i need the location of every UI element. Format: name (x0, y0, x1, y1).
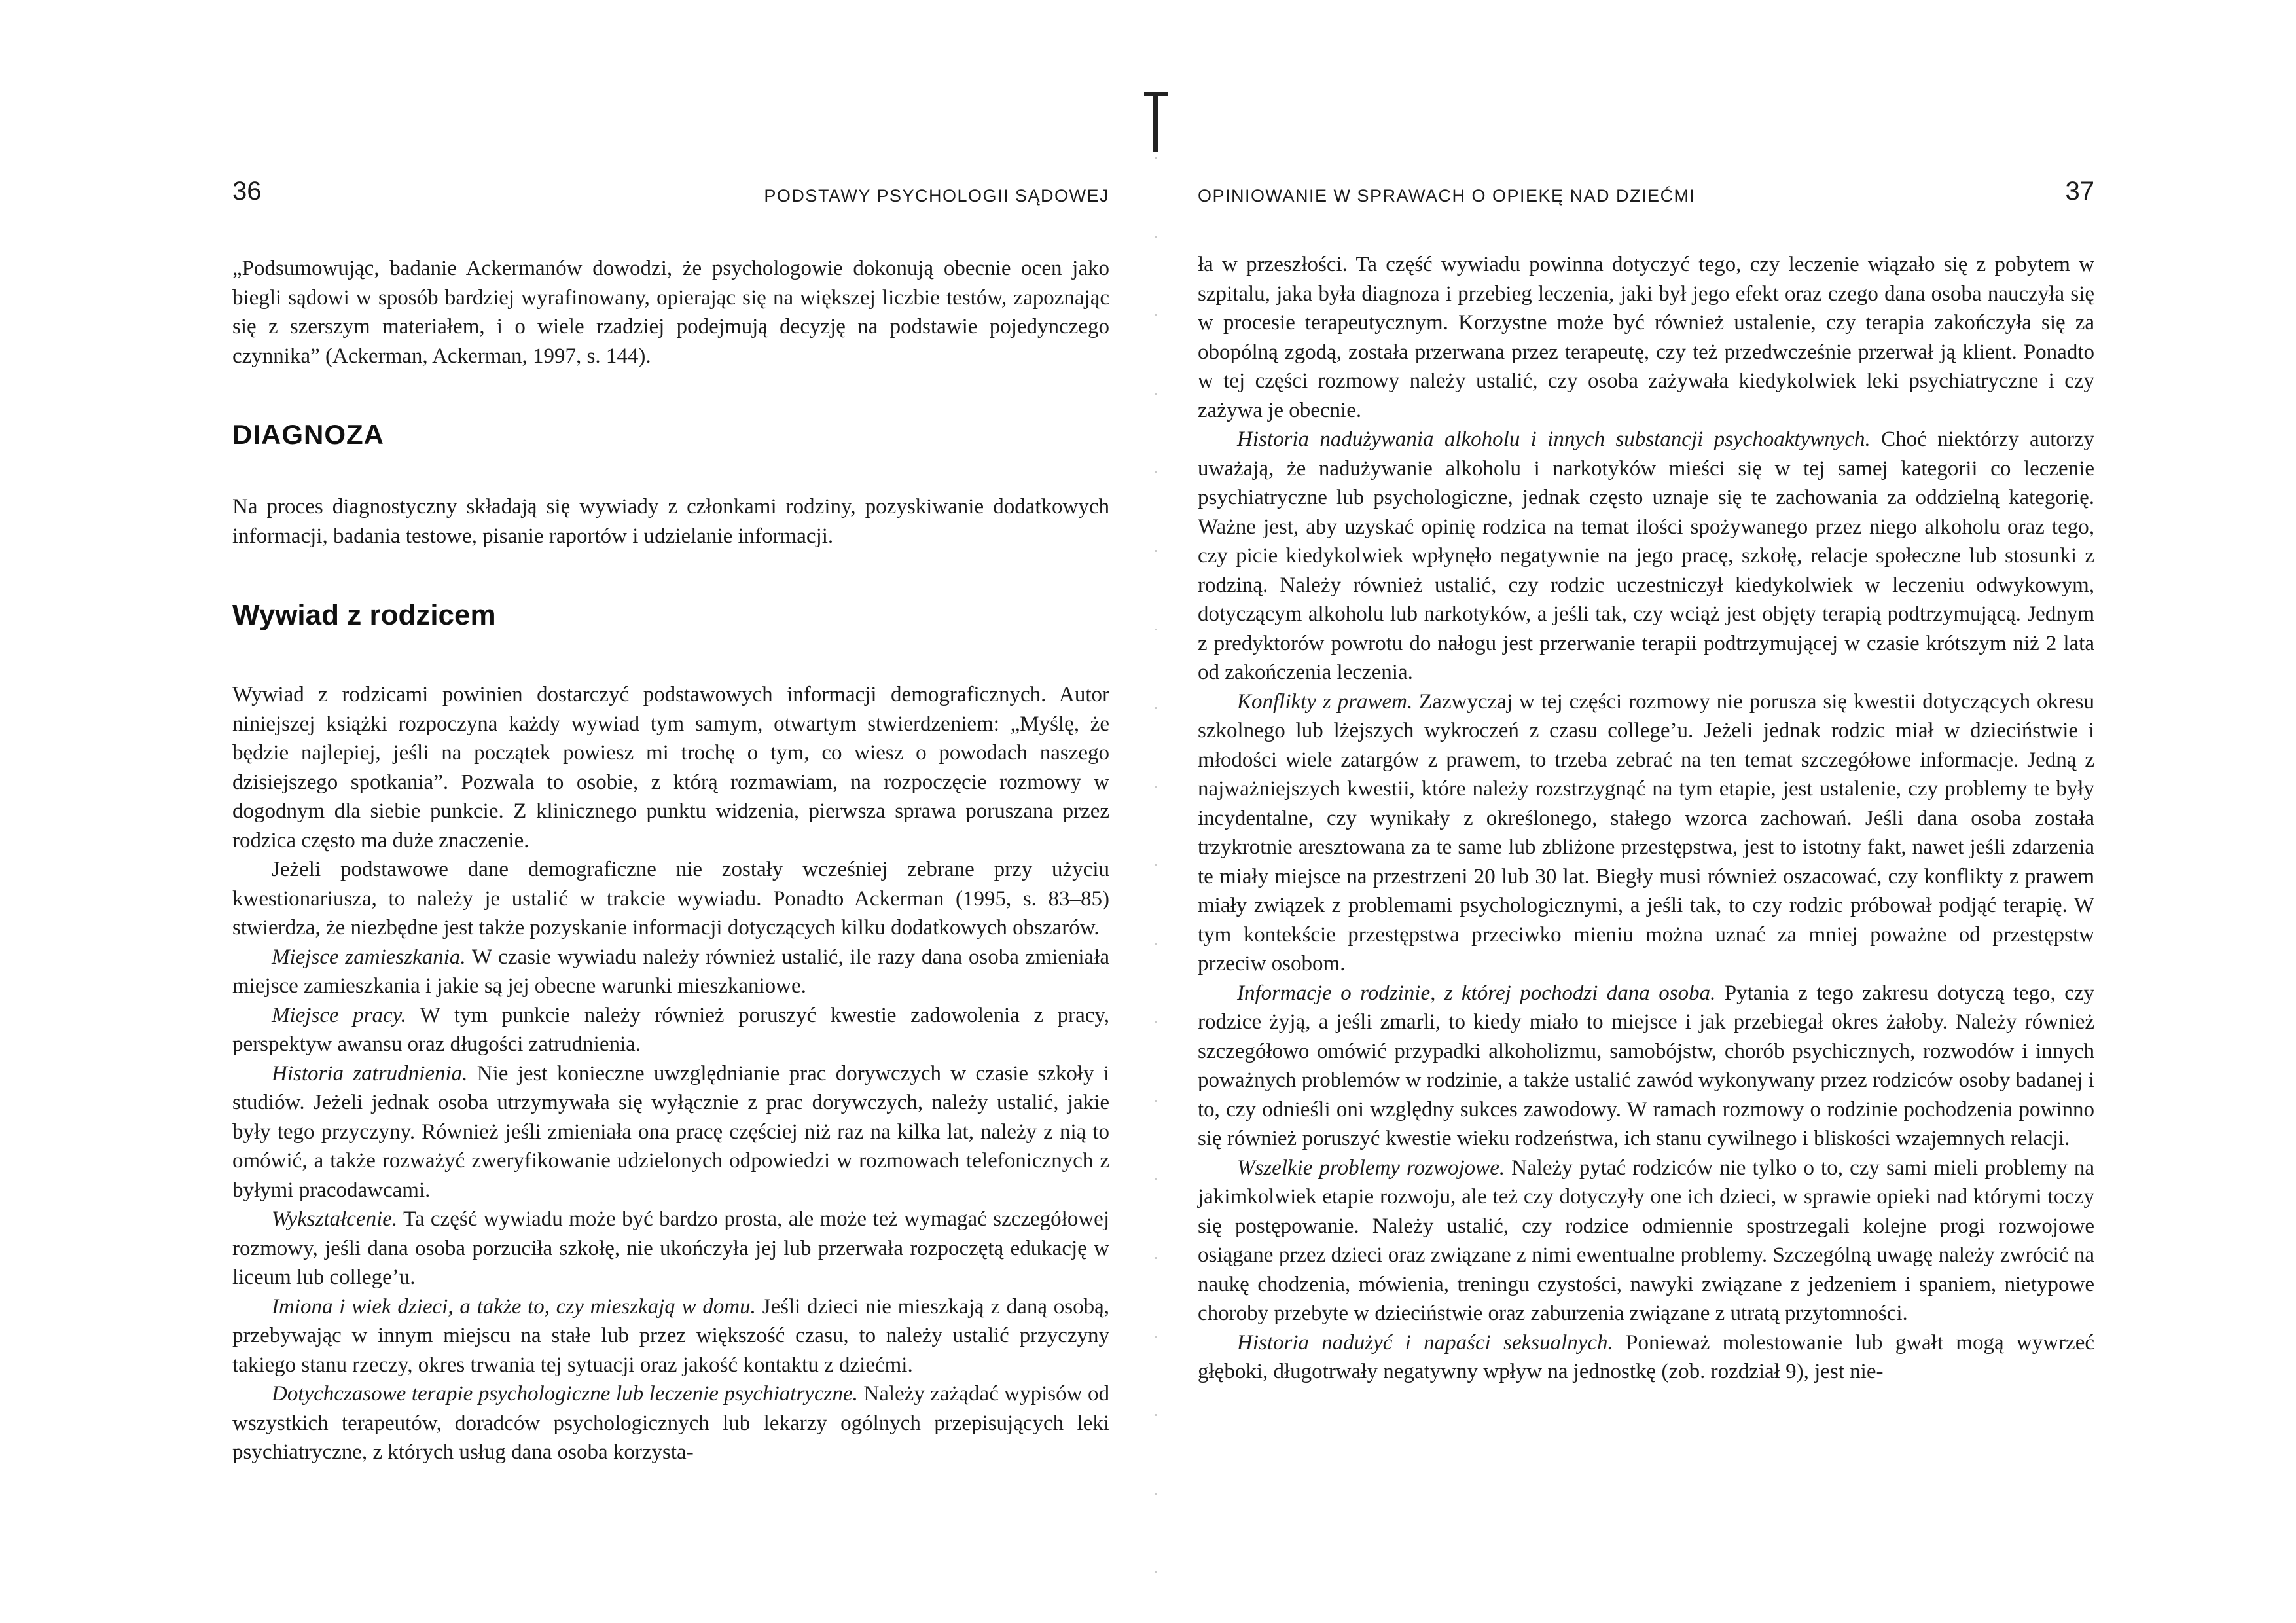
paragraph-imiona-dzieci (232, 1292, 1109, 1380)
paragraph-text: W tym punkcie należy również poruszyć kwestie zadowolenia z pracy, perspektyw awansu oraz długości zatrudnienia. (232, 1003, 1109, 1056)
right-page-header (1198, 177, 2094, 216)
paragraph: Wywiad z rodzicami powinien dostarczyć podstawowych informacji demograficznych. Autor niniejszej książki rozpoczyna każdy wywiad tym samym, otwartym stwierdzeniem: „Myślę, że będzie najlepiej, jeśli na początek powiesz mi trochę o tym, co wiesz o powodach naszego dzisiejszego spotkania”. Pozwala to osobie, z którą rozmawiam, na rozpoczęcie rozmowy w dogodnym dla siebie punkcie. Z klinicznego punktu widzenia, pierwsza sprawa poruszana przez rodzica często ma duże znaczenie. (232, 683, 1109, 852)
run-in-title: Historia zatrudnienia. (272, 1061, 468, 1085)
paragraph-text: Ponieważ molestowanie lub gwałt mogą wywrzeć głęboki, długotrwały negatywny wpływ na jednostkę (zob. rozdział 9), jest nie- (1198, 1330, 2094, 1383)
page-number: 36 (232, 177, 262, 206)
paragraph-text: Zazwyczaj w tej części rozmowy nie porusza się kwestii dotyczących okresu szkolnego lub lżejszych wykroczeń z czasu college’u. Jeżeli jednak rodzic miał w dzieciństwie i młodości wiele zatargów z prawem, to trzeba zebrać na ten temat szczegółowe informacje. Jedną z najważniejszych kwestii, które należy rozstrzygnąć na tym etapie, jest ustalenie, czy problemy te były incydentalne, czy wynikały z określonego, stałego wzorca zachowań. Jeśli dana osoba została trzykrotnie aresztowana za te same lub zbliżone przestępstwa, jest to istotny fakt, nawet jeśli zdarzenia te miały miejsce na przestrzeni 20 lub 30 lat. Biegły musi również oszacować, czy konflikty z prawem miały związek z problemami psychologicznymi, a jeśli tak, to czy rodzic próbował podjąć terapię. W tym kontekście przestępstwa przeciwko mieniu można uznać za mniej poważne od przestępstw przeciw osobom. (1198, 689, 2095, 976)
running-head: OPINIOWANIE W SPRAWACH O OPIEKĘ NAD DZIEĆMI (1198, 186, 1696, 206)
paragraph-miejsce-zamieszkania (232, 943, 1109, 1001)
paragraph-wyksztalcenie (232, 1205, 1109, 1292)
gutter-shadow (1155, 157, 1157, 1597)
run-in-title: Konflikty z prawem. (1237, 689, 1413, 714)
binding-mark (1153, 92, 1158, 152)
run-in-title: Historia nadużyć i napaści seksualnych. (1237, 1330, 1613, 1355)
paragraph-dotychczasowe-terapie (232, 1379, 1109, 1467)
paragraph-text: Jeśli dzieci nie mieszkają z daną osobą, przebywając w innym miejscu na stałe lub przez większość czasu, to należy ustalić przyczyny takiego stanu rzeczy, okres trwania tej sytuacji oraz jakość kontaktu z dziećmi. (232, 1294, 1109, 1377)
paragraph-text: Nie jest konieczne uwzględnianie prac dorywczych w czasie szkoły i studiów. Jeżeli jednak osoba utrzymywała się wyłącznie z prac dorywczych, należy ustalić, jakie były tego przyczyny. Również jeśli zmieniała ona pracę częściej niż raz na kilka lat, należy z nią to omówić, a także rozważyć zweryfikowanie udzielonych odpowiedzi w rozmowach telefonicznych z byłymi pracodawcami. (232, 1061, 1109, 1202)
diagnoza-paragraph: Na proces diagnostyczny składają się wywiady z członkami rodziny, pozyskiwanie dodatkowych informacji, badania testowe, pisanie raportów i udzielanie informacji. (232, 495, 1109, 548)
right-page-body (1198, 250, 2094, 1387)
paragraph-text: Ta część wywiadu może być bardzo prosta, ale może też wymagać szczegółowej rozmowy, jeśli dana osoba porzuciła szkołę, nie ukończyła jej lub przerwała rozpoczętą edukację w liceum lub college’u. (232, 1207, 1109, 1289)
paragraph-informacje-rodzina (1198, 979, 2094, 1154)
paragraph-historia-naduzywania (1198, 425, 2094, 687)
paragraph: ła w przeszłości. Ta część wywiadu powinna dotyczyć tego, czy leczenie wiązało się z pobytem w szpitalu, jaka była diagnoza i przebieg leczenia, jaki był jego efekt oraz czego dana osoba nauczyła się w procesie terapeutycznym. Korzystne może być również ustalenie, czy terapia zakończyła się za obopólną zgodą, została przerwana przez terapeutę, czy też przedwcześnie przerwał ją klient. Ponadto w tej części rozmowy należy ustalić, czy osoba zażywała kiedykolwiek leki psychiatryczne i czy zażywa je obecnie. (1198, 253, 2094, 422)
run-in-title: Imiona i wiek dzieci, a także to, czy mieszkają w domu. (272, 1294, 756, 1319)
section-heading-diagnoza: DIAGNOZA (232, 419, 384, 450)
quote-paragraph: „Podsumowując, badanie Ackermanów dowodzi, że psychologowie dokonują obecnie ocen jako biegli sądowi w sposób bardziej wyrafinowany, opierając się na większej liczbie testów, zapoznając się z szerszym materiałem, i o wiele rzadziej podejmują decyzję na podstawie pojedynczego czynnika” (Ackerman, Ackerman, 1997, s. 144). (232, 257, 1109, 368)
paragraph: Jeżeli podstawowe dane demograficzne nie zostały wcześniej zebrane przy użyciu kwestionariusza, to należy je ustalić w trakcie wywiadu. Ponadto Ackerman (1995, s. 83–85) stwierdza, że niezbędne jest także pozyskanie informacji dotyczących kilku dodatkowych obszarów. (232, 858, 1109, 939)
paragraph-historia-naduzyc (1198, 1328, 2094, 1387)
run-in-title: Miejsce zamieszkania. (272, 945, 466, 969)
paragraph-problemy-rozwojowe (1198, 1154, 2094, 1328)
paragraph-historia-zatrudnienia (232, 1059, 1109, 1205)
paragraph-konflikty (1198, 687, 2094, 979)
paragraph-text: Należy pytać rodziców nie tylko o to, czy sami mieli problemy na jakimkolwiek etapie rozwoju, ale też czy dotyczyły one ich dzieci, w sprawie opieki nad którymi toczy się postępowanie. Należy ustalić, czy rodzice odmiennie spostrzegali kolejne progi rozwojowe osiągane przez dzieci oraz związane z nimi ewentualne problemy. Szczególną uwagę należy zwrócić na naukę chodzenia, mówienia, treningu czystości, nawyki związane z jedzeniem i spaniem, nietypowe choroby przebyte w dzieciństwie oraz zaburzenia związane z utratą przytomności. (1198, 1156, 2094, 1325)
left-page-header (232, 177, 1109, 216)
run-in-title: Dotychczasowe terapie psychologiczne lub leczenie psychiatryczne. (272, 1382, 858, 1406)
run-in-title: Wszelkie problemy rozwojowe. (1237, 1156, 1505, 1180)
paragraph-text: Choć niektórzy autorzy uważają, że nadużywanie alkoholu i narkotyków mieści się w tej samej kategorii co leczenie psychiatryczne lub psychologiczne, jednak często uznaje się te zachowania za oddzielną kategorię. Ważne jest, aby uzyskać opinię rodzica na temat ilości spożywanego przez niego alkoholu oraz tego, czy picie kiedykolwiek wpłynęło negatywnie na jego pracę, szkołę, relacje społeczne lub stosunki z rodziną. Należy również ustalić, czy rodzic uczestniczył kiedykolwiek w leczeniu odwykowym, dotyczącym alkoholu lub narkotyków, a jeśli tak, czy wciąż jest objęty terapią podtrzymującą. Jednym z predyktorów powrotu do nałogu jest przerwanie terapii podtrzymującej w czasie krótszym niż 2 lata od zakończenia leczenia. (1198, 428, 2095, 684)
paragraph-text: Należy zażądać wypisów od wszystkich terapeutów, doradców psychologicznych lub lekarzy ogólnych przepisujących leki psychiatryczne, z których usług dana osoba korzysta- (232, 1382, 1109, 1464)
run-in-title: Wykształcenie. (272, 1207, 398, 1231)
paragraph-miejsce-pracy (232, 1001, 1109, 1059)
left-page-body (232, 254, 1109, 1467)
run-in-title: Miejsce pracy. (272, 1003, 406, 1027)
page-number: 37 (2065, 177, 2094, 206)
paragraph-text: W czasie wywiadu należy również ustalić, ile razy dana osoba zmieniała miejsce zamieszkania i jakie są jej obecne warunki mieszkaniowe. (232, 945, 1109, 998)
running-head: PODSTAWY PSYCHOLOGII SĄDOWEJ (764, 186, 1109, 206)
run-in-title: Historia nadużywania alkoholu i innych substancji psychoaktywnych. (1237, 428, 1871, 451)
run-in-title: Informacje o rodzinie, z której pochodzi dana osoba. (1237, 981, 1716, 1005)
section-heading-wywiad: Wywiad z rodzicem (232, 599, 496, 631)
paragraph-text: Pytania z tego zakresu dotyczą tego, czy rodzice żyją, a jeśli zmarli, to kiedy miało to miejsce i jak przebiegał okres żałoby. Należy również szczegółowo omówić przypadki alkoholizmu, samobójstw, chorób psychicznych, rozwodów i innych poważnych problemów w rodzinie, a także ustalić zawód wykonywany przez rodziców osoby badanej i to, czy odnieśli oni względny sukces zawodowy. W ramach rozmowy o rodzinie pochodzenia powinno się również poruszyć kwestie wieku rodzeństwa, ich stanu cywilnego i bliskości wzajemnych relacji. (1198, 981, 2095, 1150)
